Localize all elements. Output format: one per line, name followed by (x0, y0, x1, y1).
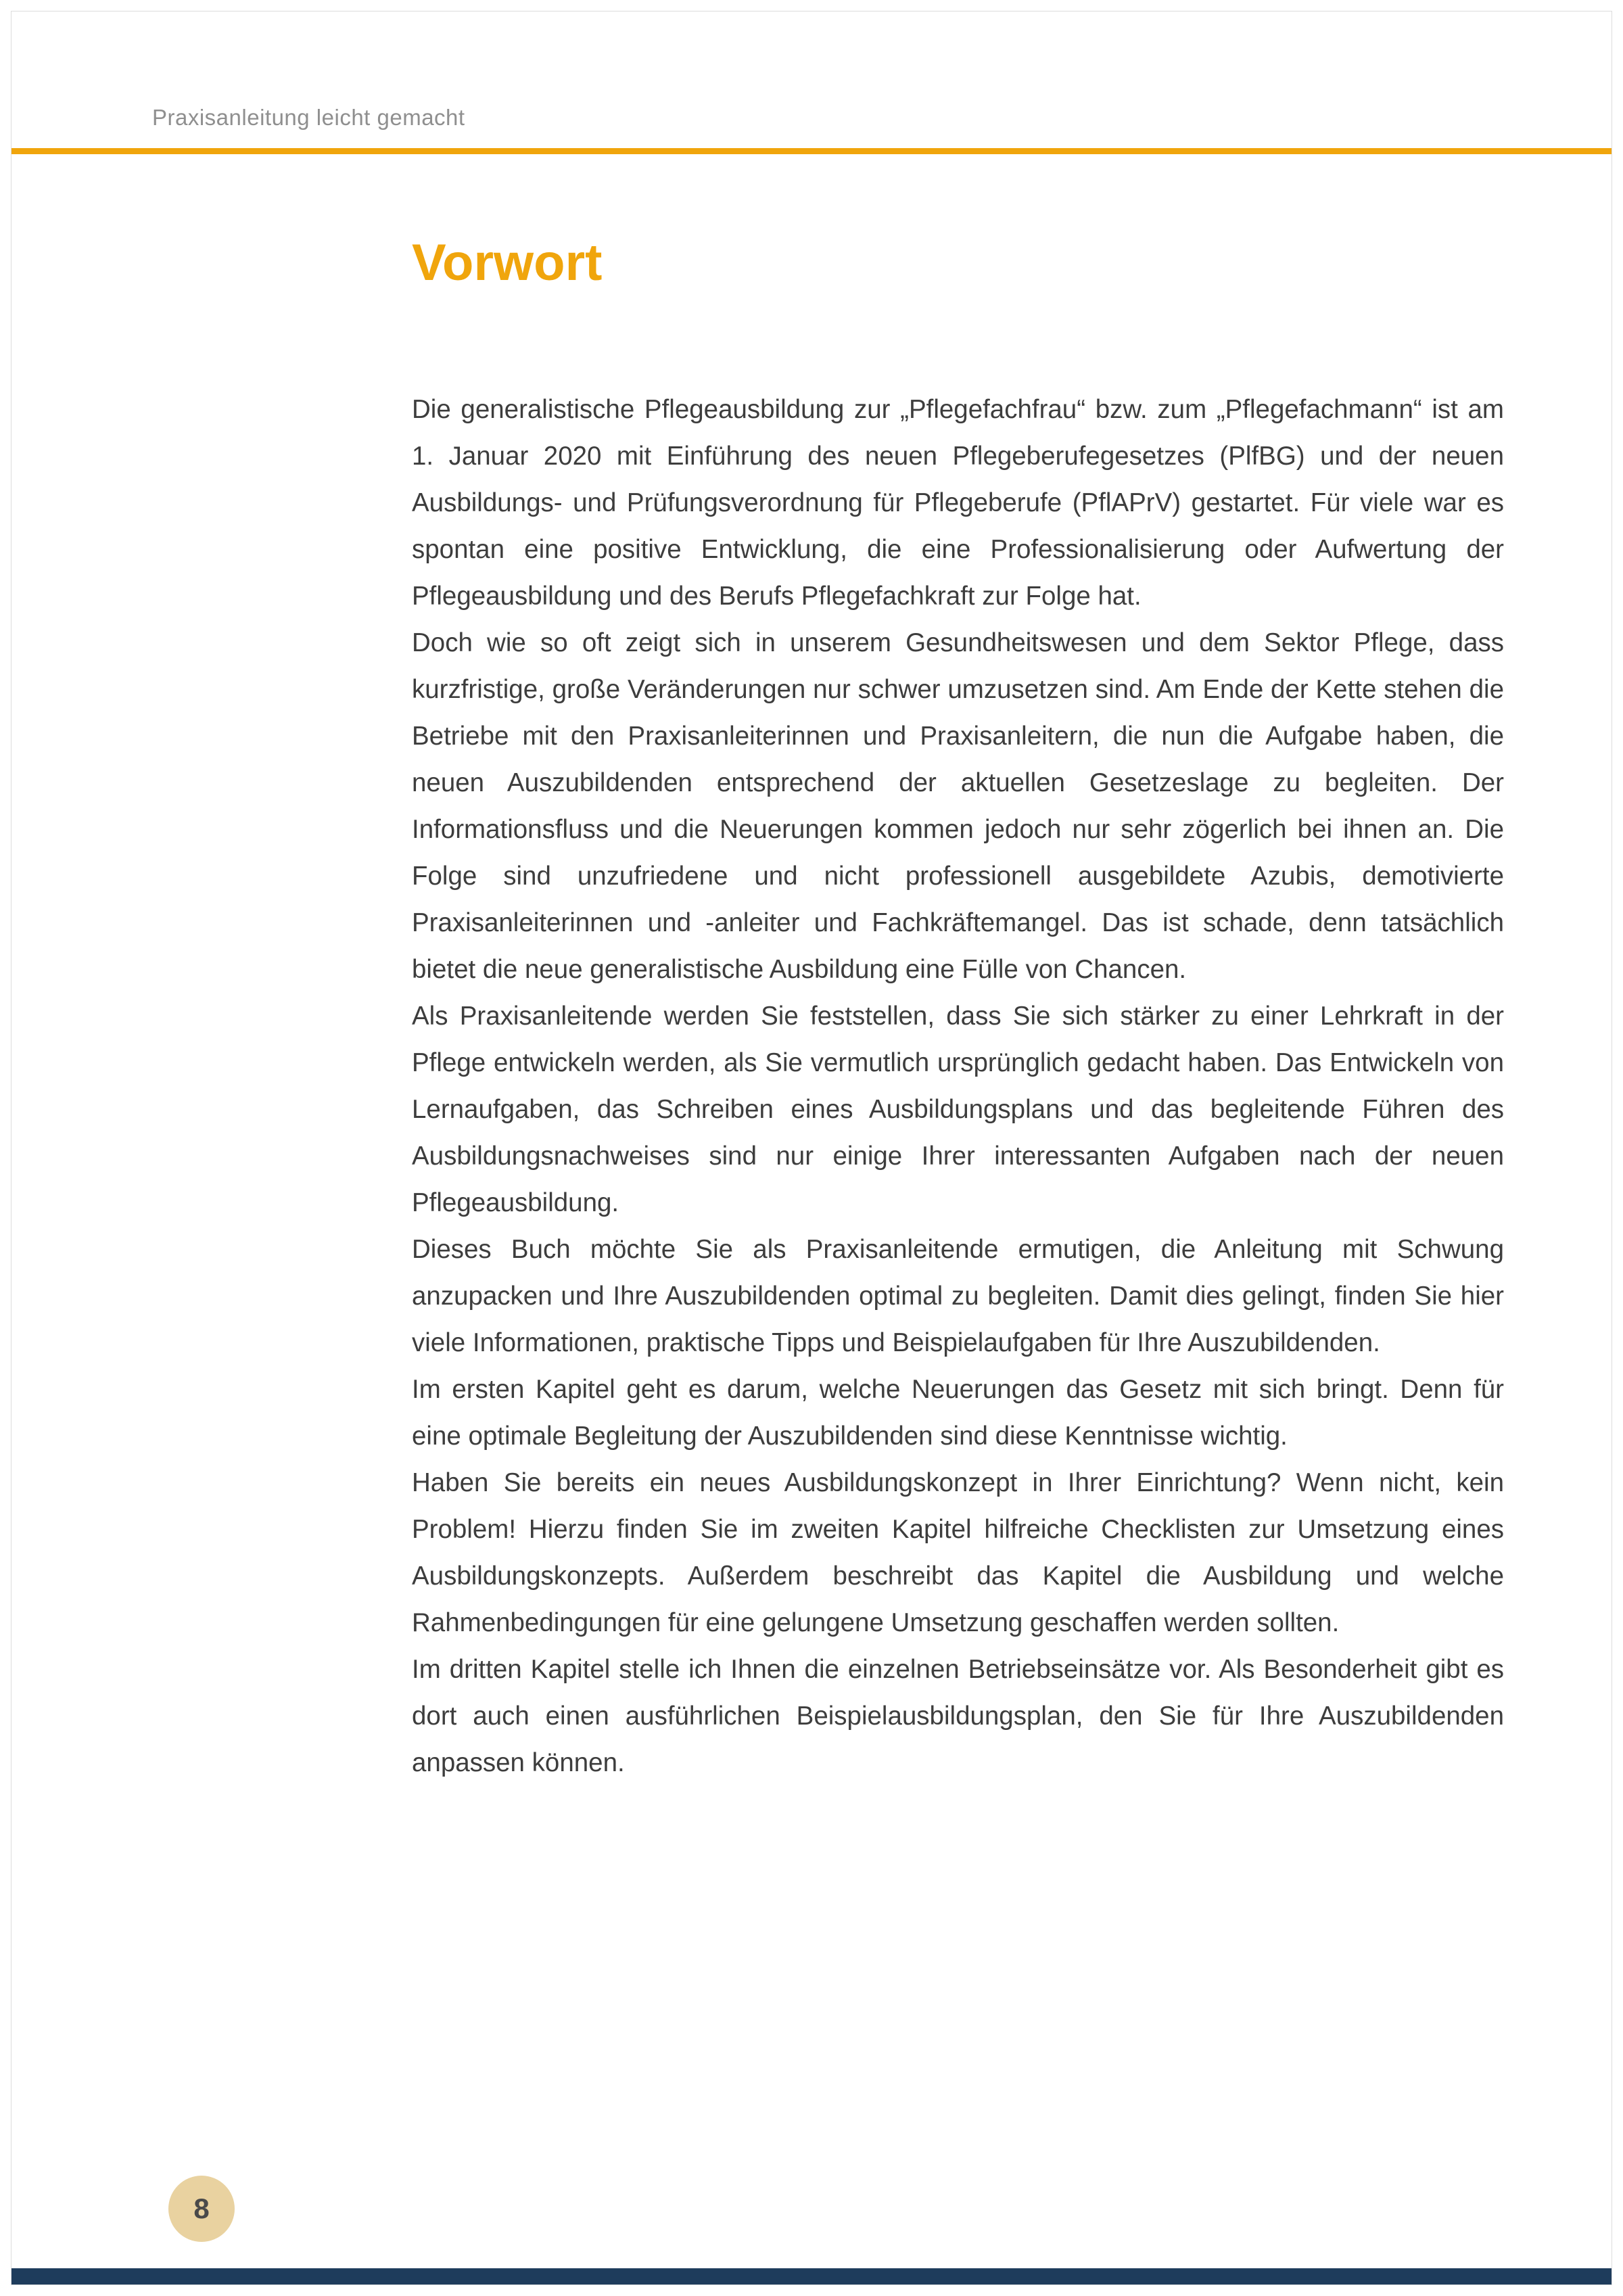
paragraph-3: Als Praxisanleitende werden Sie feststellen, dass Sie sich stärker zu einer Lehrkraft in der Pflege entwickeln werden, als Sie vermutlich ursprünglich gedacht haben. Das Entwickeln von Lernaufgaben, das Schreiben eines Ausbildungsplans und das begleitende Führen des Ausbildungsnachweises sind nur einige Ihrer interessanten Aufgaben nach der neuen Pflegeausbildung. (412, 1001, 1504, 1217)
paragraph-1: Die generalistische Pflegeausbildung zur „Pflegefachfrau“ bzw. zum „Pflegefachmann“ ist am 1. Januar 2020 mit Einführung des neuen Pflegeberufegesetzes (PlfBG) und der neuen Ausbildungs- und Prüfungsverordnung für Pflegeberufe (PflAPrV) gestartet. Für viele war es spontan eine positive Entwicklung, die eine Professionalisierung oder Aufwertung der Pflegeausbildung und des Berufs Pflegefachkraft zur Folge hat. (412, 394, 1504, 611)
paragraph-7: Im dritten Kapitel stelle ich Ihnen die einzelnen Betriebseinsätze vor. Als Besonderheit gibt es dort auch einen ausführlichen Beispielausbildungsplan, den Sie für Ihre Auszubildenden anpassen können. (412, 1654, 1504, 1777)
page-content (412, 235, 1504, 1786)
page-number: 8 (193, 2193, 210, 2224)
running-header: Praxisanleitung leicht gemacht (152, 105, 465, 130)
page-number-badge (168, 2176, 235, 2242)
footer-bar (11, 2268, 1612, 2285)
page-title: Vorwort (412, 234, 603, 291)
paragraph-4: Dieses Buch möchte Sie als Praxisanleitende ermutigen, die Anleitung mit Schwung anzupacken und Ihre Auszubildenden optimal zu begleiten. Damit dies gelingt, finden Sie hier viele Informationen, praktische Tipps und Beispielaufgaben für Ihre Auszubildenden. (412, 1234, 1504, 1357)
page-sheet (11, 11, 1612, 2285)
body-text (412, 386, 1504, 1786)
header-rule (11, 148, 1612, 154)
paragraph-5: Im ersten Kapitel geht es darum, welche Neuerungen das Gesetz mit sich bringt. Denn für eine optimale Begleitung der Auszubildenden sind diese Kenntnisse wichtig. (412, 1374, 1504, 1451)
paragraph-6: Haben Sie bereits ein neues Ausbildungskonzept in Ihrer Einrichtung? Wenn nicht, kein Problem! Hierzu finden Sie im zweiten Kapitel hilfreiche Checklisten zur Umsetzung eines Ausbildungskonzepts. Außerdem beschreibt das Kapitel die Ausbildung und welche Rahmenbedingungen für eine gelungene Umsetzung geschaffen werden sollten. (412, 1468, 1504, 1637)
paragraph-2: Doch wie so oft zeigt sich in unserem Gesundheitswesen und dem Sektor Pflege, dass kurzfristige, große Veränderungen nur schwer umzusetzen sind. Am Ende der Kette stehen die Betriebe mit den Praxisanleiterinnen und Praxisanleitern, die nun die Aufgabe haben, die neuen Auszubildenden entsprechend der aktuellen Gesetzeslage zu begleiten. Der Informationsfluss und die Neuerungen kommen jedoch nur sehr zögerlich bei ihnen an. Die Folge sind unzufriedene und nicht professionell ausgebildete Azubis, demotivierte Praxisanleiterinnen und -anleiter und Fachkräftemangel. Das ist schade, denn tatsächlich bietet die neue generalistische Ausbildung eine Fülle von Chancen. (412, 628, 1504, 984)
